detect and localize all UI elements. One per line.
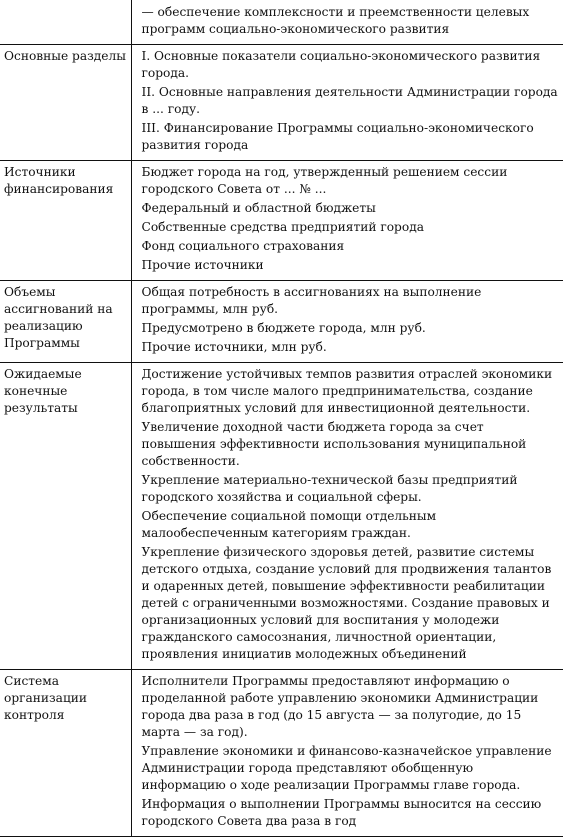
row-item: Прочие источники, млн руб.: [141, 340, 327, 354]
row-label: Ожидаемые конечные результаты: [0, 363, 131, 670]
row-label: Объемы ассигнований на реализацию Программы: [0, 281, 131, 363]
row-item: Общая потребность в ассигнованиях на выполнение программы, млн руб.: [141, 285, 482, 316]
row-content: [131, 0, 563, 45]
row-content: [131, 670, 563, 837]
row-item: Бюджет города на год, утвержденный решением сессии городского Совета от ... № ...: [141, 165, 508, 196]
row-item: Фонд социального страхования: [141, 239, 345, 253]
row-item: Укрепление материально-технической базы предприятий городского хозяйства и социальной сферы.: [141, 473, 518, 504]
row-item: Достижение устойчивых темпов развития отраслей экономики города, в том числе малого предпринимательства, создание благоприятных условий для инвестиционной деятельности.: [141, 367, 553, 415]
row-label: [0, 0, 131, 45]
table-row: [0, 281, 563, 363]
table-row: [0, 0, 563, 45]
row-item: Управление экономики и финансово-казначейское управление Администрации города представляют обобщенную информацию о ходе реализации Программы главе города.: [141, 744, 552, 792]
row-item: Федеральный и областной бюджеты: [141, 201, 376, 215]
table-row: [0, 670, 563, 837]
table-row: [0, 45, 563, 161]
row-item: Предусмотрено в бюджете города, млн руб.: [141, 321, 426, 335]
row-item: II. Основные направления деятельности Администрации города в ... году.: [141, 85, 558, 116]
row-content: [131, 161, 563, 281]
row-item: Прочие источники: [141, 258, 264, 272]
row-item: III. Финансирование Программы социально-экономического развития города: [141, 121, 534, 152]
row-item: I. Основные показатели социально-экономического развития города.: [141, 49, 541, 80]
row-label: Источники финансирования: [0, 161, 131, 281]
row-item: Исполнители Программы предоставляют информацию о проделанной работе управлению экономики Администрации города два раза в год (до 15 августа — за полугодие, до 15 марта — за год).: [141, 674, 539, 739]
row-item: Увеличение доходной части бюджета города за счет повышения эффективности использования муниципальной собственности.: [141, 420, 527, 468]
row-label: Система организации контроля: [0, 670, 131, 837]
table-row: [0, 363, 563, 670]
row-label: Основные разделы: [0, 45, 131, 161]
table-row: [0, 161, 563, 281]
row-item: — обеспечение комплексности и преемственности целевых программ социально-экономического развития: [141, 5, 530, 36]
row-content: [131, 363, 563, 670]
row-item: Обеспечение социальной помощи отдельным малообеспеченным категориям граждан.: [141, 509, 437, 540]
row-content: [131, 45, 563, 161]
row-item: Укрепление физического здоровья детей, развитие системы детского отдыха, создание условий для продвижения талантов и одаренных детей, повышение эффективности реабилитации детей с ограниченными возможностями. Создание правовых и организационных условий для воспитания у молодежи гражданского самосознания, личностной ориентации, проявления инициатив молодежных объединений: [141, 545, 552, 661]
row-item: Информация о выполнении Программы выносится на сессию городского Совета два раза в год: [141, 797, 542, 828]
row-content: [131, 281, 563, 363]
row-item: Собственные средства предприятий города: [141, 220, 424, 234]
